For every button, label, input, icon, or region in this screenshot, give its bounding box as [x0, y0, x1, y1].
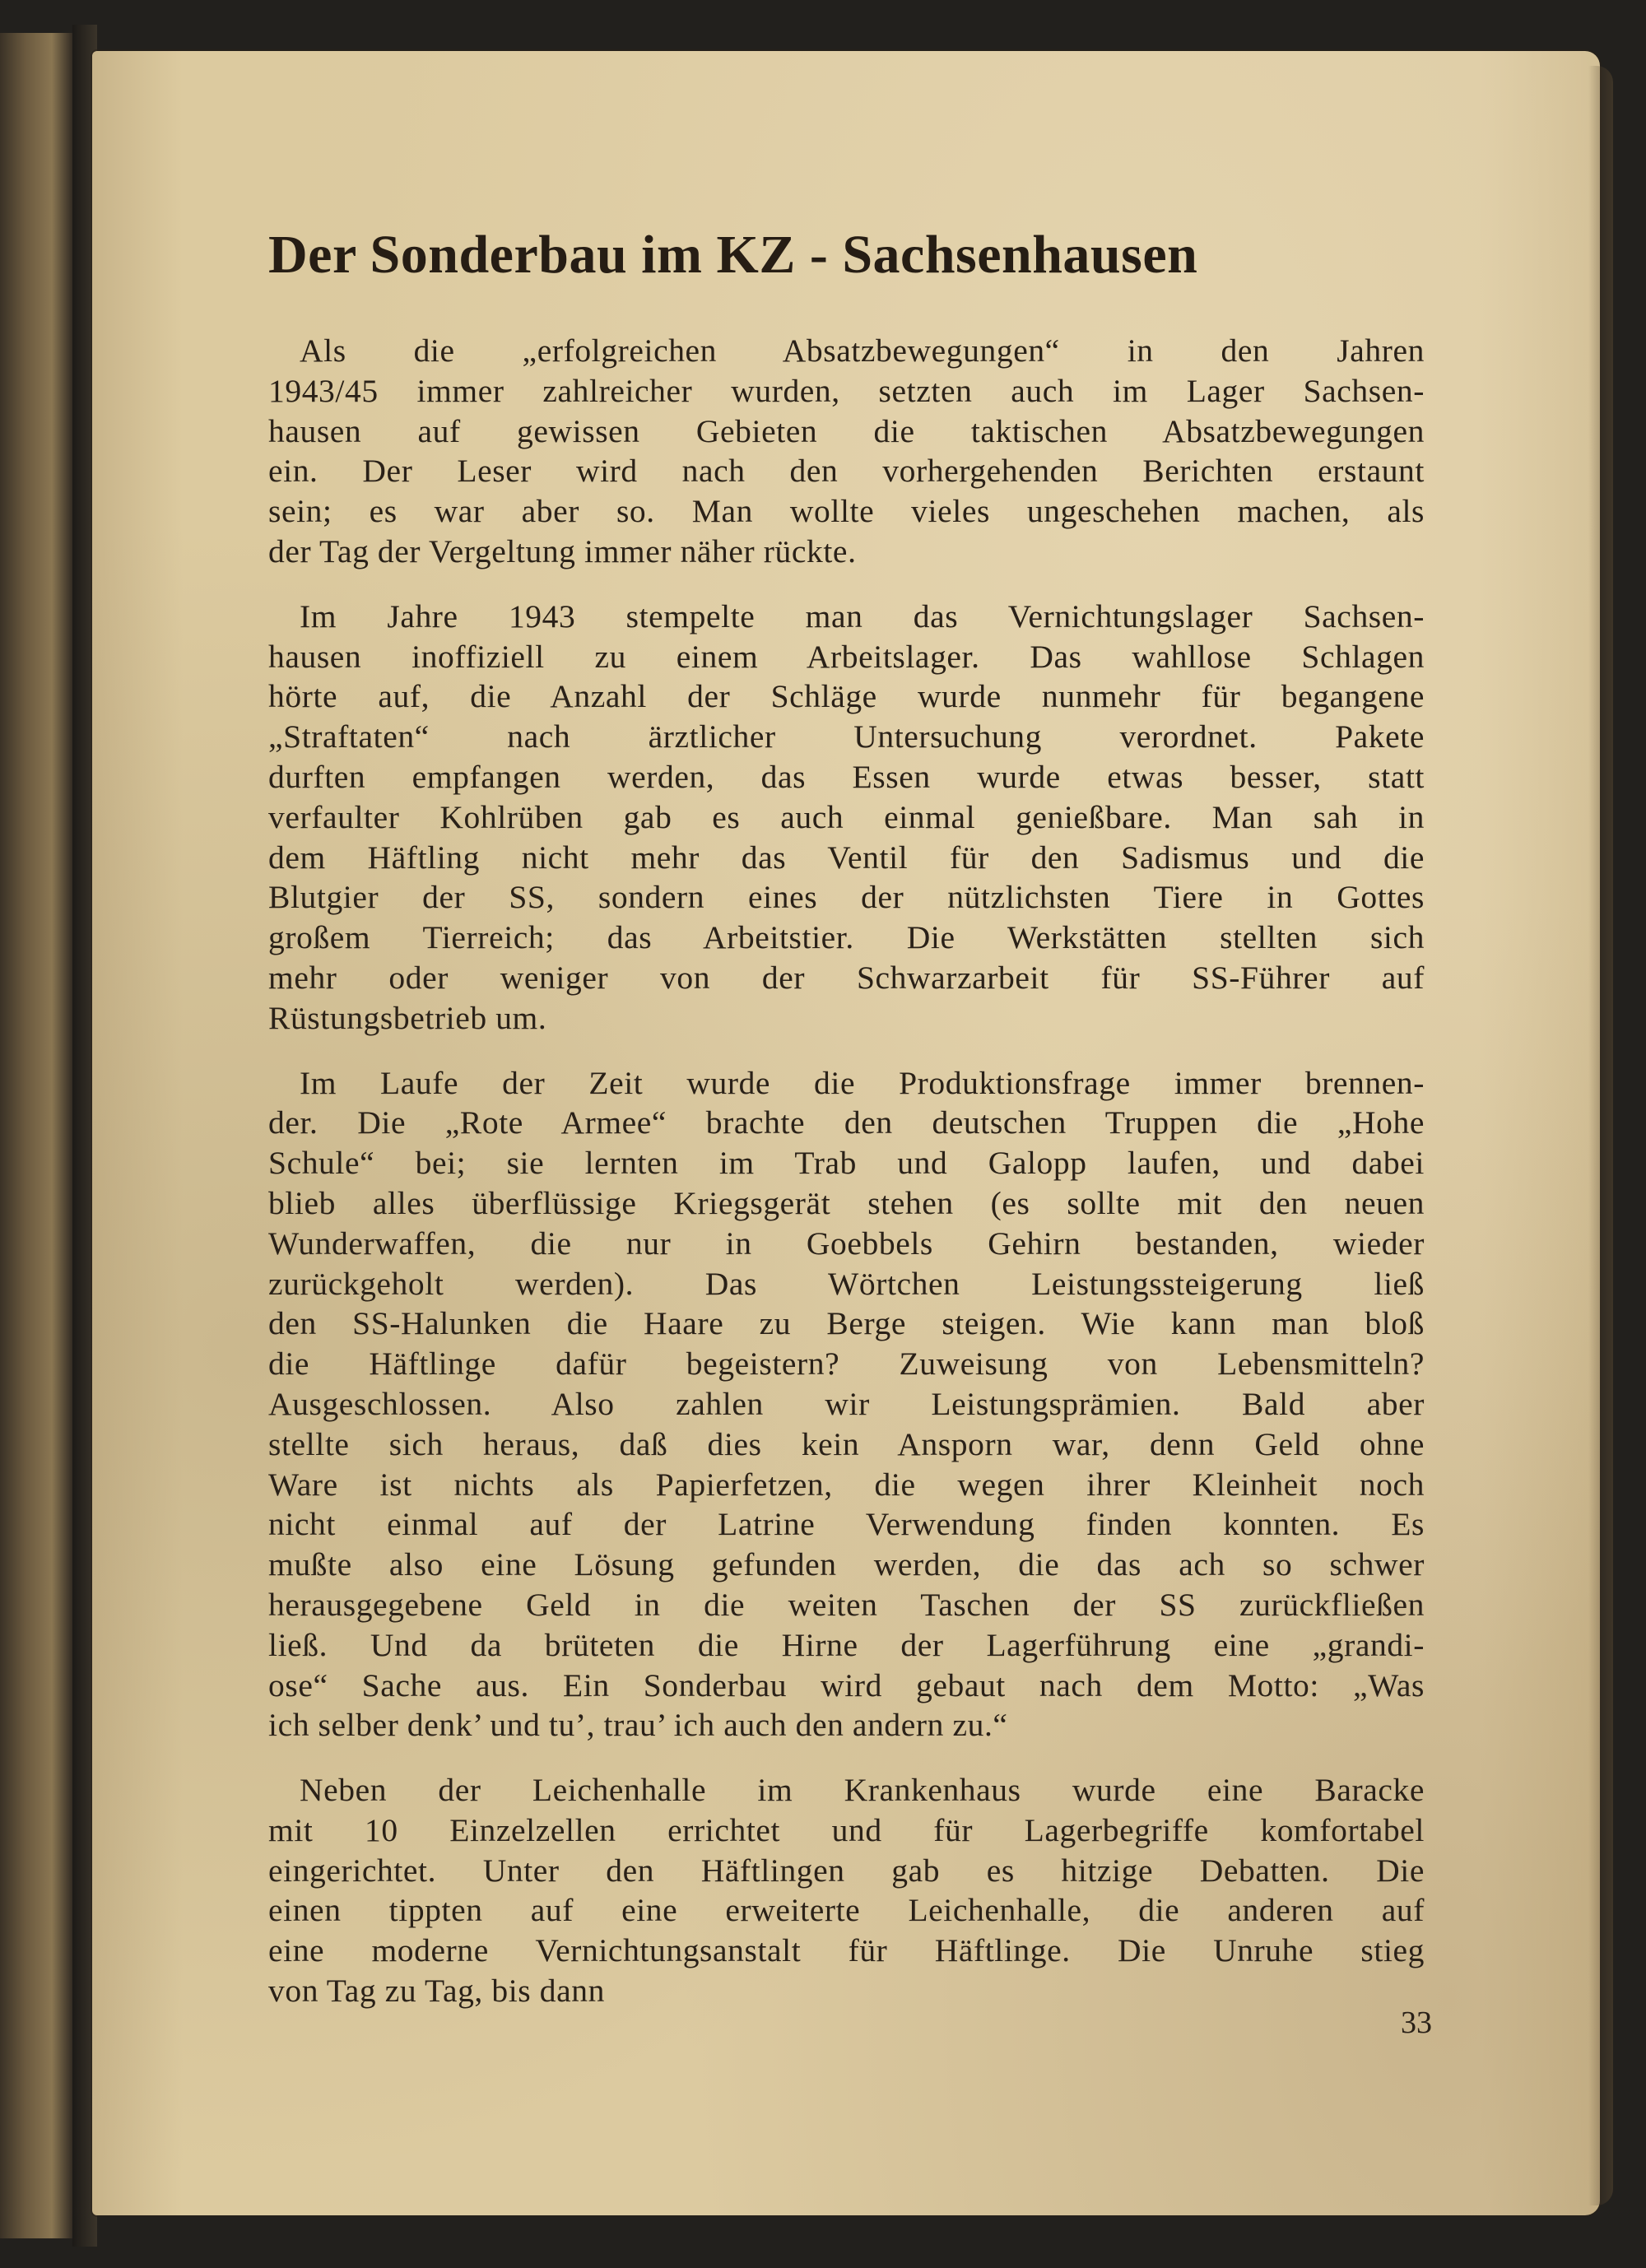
text-line: eine moderne Vernichtungsanstalt für Häftlinge. Die Unruhe stieg — [268, 1932, 1425, 1969]
text-line: die Häftlinge dafür begeistern? Zuweisung von Lebensmitteln? — [268, 1345, 1425, 1383]
text-line: verfaulter Kohlrüben gab es auch einmal genießbare. Man sah in — [268, 798, 1425, 835]
text-line: 1943/45 immer zahlreicher wurden, setzten auch im Lager Sachsen- — [268, 372, 1425, 409]
page-number: 33 — [1401, 2005, 1432, 2040]
page-right-edge-shadow — [1588, 66, 1613, 2205]
text-line: Als die „erfolgreichen Absatzbewegungen“ in den Jahren — [300, 332, 1425, 369]
text-line: dem Häftling nicht mehr das Ventil für den Sadismus und die — [268, 839, 1425, 876]
text-line: der Tag der Vergeltung immer näher rückte. — [268, 532, 857, 569]
text-line: hausen inoffiziell zu einem Arbeitslager. Das wahllose Schlagen — [268, 638, 1425, 675]
text-line: Wunderwaffen, die nur in Goebbels Gehirn bestanden, wieder — [268, 1225, 1425, 1262]
text-line: Blutgier der SS, sondern eines der nützlichsten Tiere in Gottes — [268, 879, 1425, 916]
text-line: den SS-Halunken die Haare zu Berge steigen. Wie kann man bloß — [268, 1305, 1425, 1342]
text-line: herausgegebene Geld in die weiten Taschen der SS zurückfließen — [268, 1586, 1425, 1623]
text-line: Neben der Leichenhalle im Krankenhaus wurde eine Baracke — [300, 1772, 1425, 1809]
text-line: ließ. Und da brüteten die Hirne der Lagerführung eine „grandi- — [268, 1626, 1425, 1663]
paragraph-3 — [268, 1063, 1425, 1746]
text-line: eingerichtet. Unter den Häftlingen gab es hitzige Debatten. Die — [268, 1852, 1425, 1889]
text-line: hörte auf, die Anzahl der Schläge wurde nunmehr für begangene — [268, 678, 1425, 715]
text-line: von Tag zu Tag, bis dann — [268, 1973, 605, 2010]
text-line: großem Tierreich; das Arbeitstier. Die Werkstätten stellten sich — [268, 919, 1425, 956]
text-line: durften empfangen werden, das Essen wurde etwas besser, statt — [268, 758, 1425, 795]
text-line: einen tippten auf eine erweiterte Leichenhalle, die anderen auf — [268, 1892, 1425, 1929]
text-line: nicht einmal auf der Latrine Verwendung finden konnten. Es — [268, 1506, 1425, 1543]
text-line: zurückgeholt werden). Das Wörtchen Leistungssteigerung ließ — [268, 1265, 1425, 1302]
paragraph-1 — [268, 331, 1425, 572]
page-content — [268, 222, 1425, 2036]
text-line: Rüstungsbetrieb um. — [268, 999, 547, 1036]
text-line: sein; es war aber so. Man wollte vieles ungeschehen machen, als — [268, 493, 1425, 530]
text-line: Im Jahre 1943 stempelte man das Vernichtungslager Sachsen- — [300, 597, 1425, 634]
text-line: blieb alles überflüssige Kriegsgerät stehen (es sollte mit den neuen — [268, 1184, 1425, 1221]
text-line: mehr oder weniger von der Schwarzarbeit für SS-Führer auf — [268, 959, 1425, 996]
text-line: „Straftaten“ nach ärztlicher Untersuchung verordnet. Pakete — [268, 718, 1425, 755]
paragraph-2 — [268, 597, 1425, 1039]
text-line: mußte also eine Lösung gefunden werden, die das ach so schwer — [268, 1546, 1425, 1583]
text-line: ose“ Sache aus. Ein Sonderbau wird gebaut nach dem Motto: „Was — [268, 1666, 1425, 1703]
text-line: Ware ist nichts als Papierfetzen, die wegen ihrer Kleinheit noch — [268, 1466, 1425, 1503]
text-line: stellte sich heraus, daß dies kein Ansporn war, denn Geld ohne — [268, 1425, 1425, 1462]
text-line: hausen auf gewissen Gebieten die taktischen Absatzbewegungen — [268, 412, 1425, 449]
text-line: Im Laufe der Zeit wurde die Produktionsfrage immer brennen- — [300, 1064, 1425, 1101]
text-line: Ausgeschlossen. Also zahlen wir Leistungsprämien. Bald aber — [268, 1385, 1425, 1422]
page-title: Der Sonderbau im KZ - Sachsenhausen — [268, 225, 1198, 285]
text-line: mit 10 Einzelzellen errichtet und für Lagerbegriffe komfortabel — [268, 1811, 1425, 1848]
left-page-edge — [0, 33, 74, 2238]
text-line: ich selber denk’ und tu’, trau’ ich auch den andern zu.“ — [268, 1707, 1008, 1744]
text-line: ein. Der Leser wird nach den vorhergehenden Berichten erstaunt — [268, 453, 1425, 490]
paragraph-4 — [268, 1770, 1425, 2011]
text-line: der. Die „Rote Armee“ brachte den deutschen Truppen die „Hohe — [268, 1104, 1425, 1141]
text-line: Schule“ bei; sie lernten im Trab und Galopp laufen, und dabei — [268, 1145, 1425, 1182]
